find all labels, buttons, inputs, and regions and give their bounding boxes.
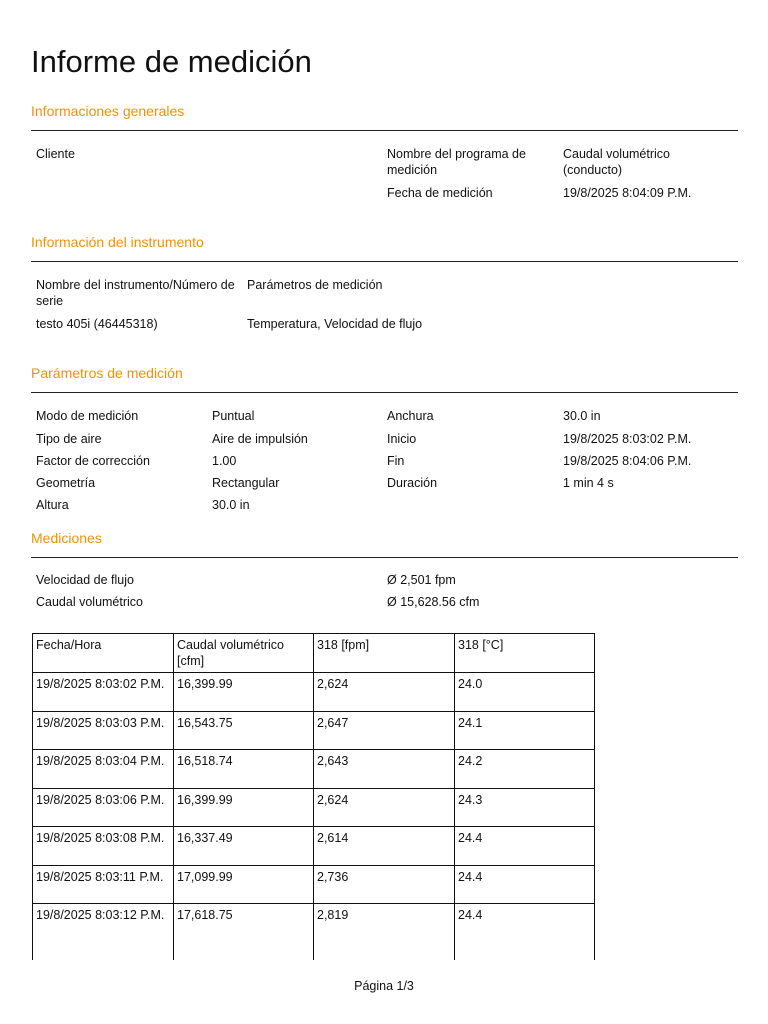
divider (31, 130, 738, 131)
table-row (33, 904, 595, 960)
param-value: 30.0 in (212, 498, 250, 512)
page-number: Página 1/3 (354, 979, 414, 993)
table-header-row (33, 634, 595, 673)
table-row (33, 673, 595, 712)
param-value: 1 min 4 s (563, 476, 614, 490)
table-cell: 17,099.99 (174, 865, 314, 904)
table-row (33, 711, 595, 750)
section-heading-measurements: Mediciones (31, 530, 102, 546)
table-cell: 24.1 (455, 711, 595, 750)
column-header: Fecha/Hora (33, 634, 174, 673)
table-row (33, 865, 595, 904)
table-cell: 24.0 (455, 673, 595, 712)
table-cell: 2,643 (314, 750, 455, 789)
table-cell: 16,399.99 (174, 788, 314, 827)
summary-label: Velocidad de flujo (36, 573, 134, 587)
table-cell: 2,736 (314, 865, 455, 904)
param-label: Anchura (387, 409, 434, 423)
column-header: Caudal volumétrico [cfm] (174, 634, 314, 673)
table-cell: 16,337.49 (174, 827, 314, 866)
table-cell: 2,624 (314, 673, 455, 712)
summary-value: Ø 15,628.56 cfm (387, 595, 480, 609)
table-row (33, 750, 595, 789)
param-value: 19/8/2025 8:03:02 P.M. (563, 432, 692, 446)
table-cell: 2,614 (314, 827, 455, 866)
table-cell: 19/8/2025 8:03:04 P.M. (33, 750, 174, 789)
table-cell: 24.3 (455, 788, 595, 827)
table-row (33, 827, 595, 866)
table-cell: 2,819 (314, 904, 455, 960)
table-cell: 16,543.75 (174, 711, 314, 750)
instrument-params-value: Temperatura, Velocidad de flujo (247, 317, 423, 331)
table-cell: 24.4 (455, 827, 595, 866)
divider (31, 261, 738, 262)
table-cell: 24.4 (455, 904, 595, 960)
param-value: Aire de impulsión (212, 432, 308, 446)
param-value: Rectangular (212, 476, 280, 490)
program-name-value: Caudal volumétrico (conducto) (563, 147, 670, 177)
param-value: 19/8/2025 8:04:06 P.M. (563, 454, 692, 468)
section-heading-params: Parámetros de medición (31, 365, 183, 381)
table-row (33, 788, 595, 827)
param-value: Puntual (212, 409, 255, 423)
table-cell: 19/8/2025 8:03:12 P.M. (33, 904, 174, 960)
section-heading-general: Informaciones generales (31, 103, 185, 119)
table-cell: 19/8/2025 8:03:11 P.M. (33, 865, 174, 904)
instrument-params-label: Parámetros de medición (247, 278, 383, 292)
summary-label: Caudal volumétrico (36, 595, 143, 609)
param-label: Altura (36, 498, 69, 512)
table-cell: 19/8/2025 8:03:06 P.M. (33, 788, 174, 827)
table-cell: 2,647 (314, 711, 455, 750)
instrument-name-value: testo 405i (46445318) (36, 317, 158, 331)
program-name-label: Nombre del programa de medición (387, 147, 526, 177)
table-cell: 2,624 (314, 788, 455, 827)
divider (31, 557, 738, 558)
param-label: Modo de medición (36, 409, 139, 423)
measurement-date-label: Fecha de medición (387, 186, 493, 200)
measurements-table (32, 633, 595, 960)
table-cell: 17,618.75 (174, 904, 314, 960)
table-cell: 16,399.99 (174, 673, 314, 712)
param-label: Factor de corrección (36, 454, 150, 468)
table-cell: 24.4 (455, 865, 595, 904)
column-header: 318 [fpm] (314, 634, 455, 673)
table-cell: 19/8/2025 8:03:03 P.M. (33, 711, 174, 750)
page-title: Informe de medición (31, 44, 312, 79)
instrument-name-label: Nombre del instrumento/Número de serie (36, 278, 235, 308)
param-label: Tipo de aire (36, 432, 102, 446)
divider (31, 392, 738, 393)
client-label: Cliente (36, 147, 75, 161)
summary-value: Ø 2,501 fpm (387, 573, 456, 587)
param-label: Fin (387, 454, 405, 468)
table-cell: 19/8/2025 8:03:02 P.M. (33, 673, 174, 712)
measurement-date-value: 19/8/2025 8:04:09 P.M. (563, 186, 692, 200)
param-label: Duración (387, 476, 438, 490)
column-header: 318 [°C] (455, 634, 595, 673)
table-cell: 16,518.74 (174, 750, 314, 789)
table-cell: 19/8/2025 8:03:08 P.M. (33, 827, 174, 866)
param-value: 1.00 (212, 454, 237, 468)
section-heading-instrument: Información del instrumento (31, 234, 204, 250)
param-label: Geometría (36, 476, 96, 490)
param-value: 30.0 in (563, 409, 601, 423)
param-label: Inicio (387, 432, 417, 446)
table-cell: 24.2 (455, 750, 595, 789)
